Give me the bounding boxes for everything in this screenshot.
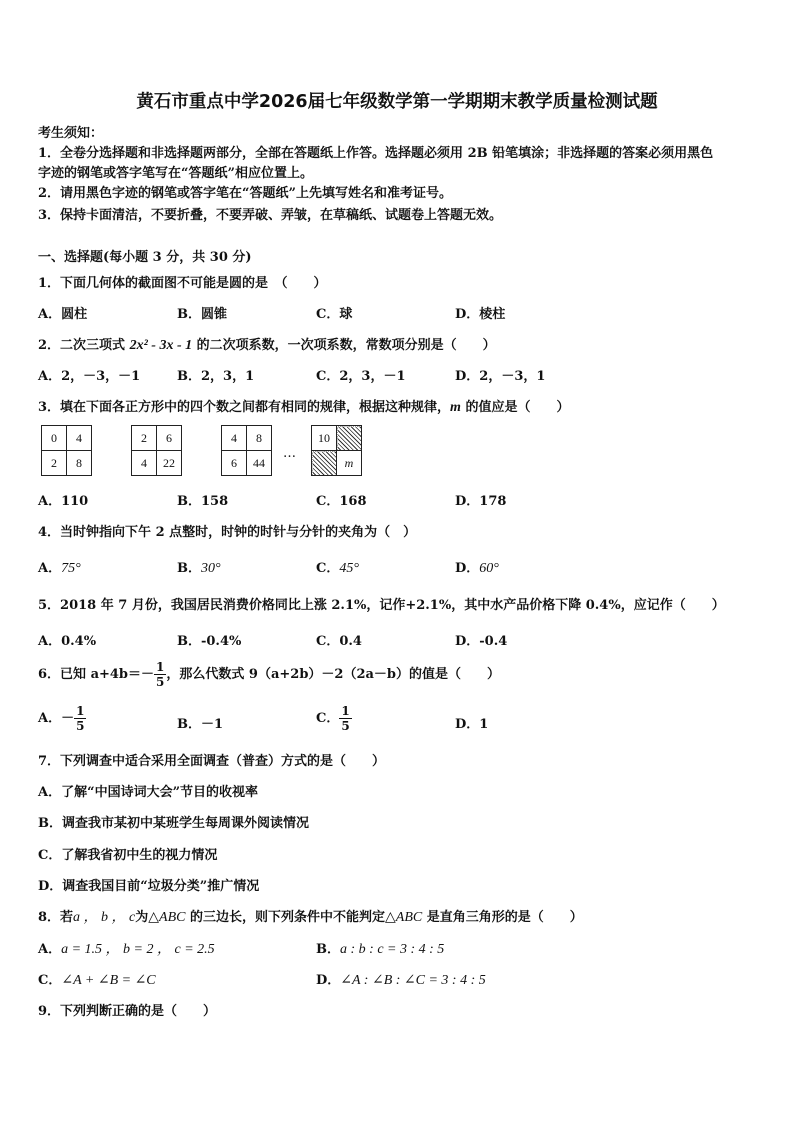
grid-cell: 4 [222,426,247,451]
q3-option-c: C．168 [316,494,367,509]
q2-option-d: D．2，－3，1 [455,369,546,384]
q8-option-a: A．a = 1.5 ， b = 2 ， c = 2.5 [38,942,215,957]
grid-cell: 2 [42,451,67,476]
q3-grid-4 [311,425,362,476]
q4-option-c: C．45° [316,561,359,576]
q5-option-c: C．0.4 [316,634,362,649]
q2-expression: 2x² - 3x - 1 [129,338,193,353]
q3-option-a: A．110 [38,494,89,509]
q3-grid-1 [41,425,92,476]
q7-option-b: B．调查我市某初中某班学生每周课外阅读情况 [38,816,309,831]
grid-cell-hatched [337,426,362,451]
grid-cell: 8 [247,426,272,451]
grid-cell: 10 [312,426,337,451]
q6-fraction: $\frac{1}{5}$ [156,660,165,689]
grid-cell: 8 [67,451,92,476]
q2-option-a: A．2，－3，－1 [38,369,141,384]
notice-item-1-cont: 字迹的钢笔或答字笔写在“答题纸”相应位置上。 [38,166,313,181]
grid-cell: 22 [157,451,182,476]
page-title: 黄石市重点中学2026届七年级数学第一学期期末教学质量检测试题 [136,92,658,112]
q1-stem: 1．下面几何体的截面图不可能是圆的是 （ ） [38,276,327,291]
grid-cell: 44 [247,451,272,476]
q6-option-d: D．1 [455,717,489,732]
q3-stem: 3．填在下面各正方形中的四个数之间都有相同的规律，根据这种规律，m 的值应是（ ） [38,400,570,415]
q8-option-b: B．a : b : c = 3 : 4 : 5 [316,942,445,957]
q7-option-d: D．调查我国目前“垃圾分类”推广情况 [38,879,260,894]
q4-option-a: A．75° [38,561,81,576]
grid-cell: 4 [67,426,92,451]
q1-option-d: D．棱柱 [455,307,506,322]
q5-option-a: A．0.4% [38,634,97,649]
notice-heading: 考生须知： [38,126,104,141]
grid-cell-m: m [337,451,362,476]
q7-option-a: A．了解“中国诗词大会”节目的收视率 [38,785,259,800]
q7-stem: 7．下列调查中适合采用全面调查（普查）方式的是（ ） [38,754,386,769]
grid-cell: 0 [42,426,67,451]
q6-stem: 6．已知 a+4b＝－ $\frac{1}{5}$ ，那么代数式 9（a+2b）－2（2a－b）的值是（ ） [38,660,501,689]
q5-stem: 5．2018 年 7 月份，我国居民消费价格同比上涨 2.1%，记作+2.1%，其中水产品价格下降 0.4%，应记作（ ） [38,598,725,613]
section-heading: 一、选择题(每小题 3 分，共 30 分) [38,250,252,265]
grid-cell-hatched [312,451,337,476]
q3-grid-2 [131,425,182,476]
q4-option-b: B．30° [177,561,221,576]
q4-option-d: D．60° [455,561,499,576]
q2-option-c: C．2，3，－1 [316,369,406,384]
notice-item-2: 2．请用黑色字迹的钢笔或答字笔在“答题纸”上先填写姓名和准考证号。 [38,186,453,201]
q8-stem: 8．若a ， b ， c为△ABC 的三边长，则下列条件中不能判定△ABC 是直角三角形的是（ ） [38,910,583,925]
q8-option-c: C．∠A + ∠B = ∠C [38,973,156,988]
q1-option-b: B．圆锥 [177,307,227,322]
grid-cell: 2 [132,426,157,451]
notice-item-3: 3．保持卡面清洁，不要折叠，不要弄破、弄皱，在草稿纸、试题卷上答题无效。 [38,208,503,223]
q3-variable: m [450,400,461,415]
q1-option-a: A．圆柱 [38,307,88,322]
grid-cell: 4 [132,451,157,476]
q8-option-d: D．∠A : ∠B : ∠C = 3 : 4 : 5 [316,973,486,988]
q2-stem: 2．二次三项式 2x² - 3x - 1 的二次项系数，一次项系数，常数项分别是（ ） [38,338,496,353]
q3-option-d: D．178 [455,494,507,509]
q3-grid-3 [221,425,272,476]
grid-cell: 6 [222,451,247,476]
q6-option-b: B．－1 [177,717,224,732]
q4-stem: 4．当时钟指向下午 2 点整时，时钟的时针与分针的夹角为（ ） [38,525,417,540]
q9-stem: 9．下列判断正确的是（ ） [38,1004,217,1019]
q6-option-c: C． $\frac{1}{5}$ [316,704,350,733]
q7-option-c: C．了解我省初中生的视力情况 [38,848,218,863]
q3-option-b: B．158 [177,494,229,509]
q1-option-c: C．球 [316,307,353,322]
q5-option-d: D．-0.4 [455,634,508,649]
notice-item-1: 1．全卷分选择题和非选择题两部分，全部在答题纸上作答。选择题必须用 2B 铅笔填涂；非选择题的答案必须用黑色 [38,146,714,161]
q2-option-b: B．2，3，1 [177,369,255,384]
q3-ellipsis: … [283,446,296,461]
grid-cell: 6 [157,426,182,451]
q5-option-b: B．-0.4% [177,634,242,649]
q6-option-a: A．－ $\frac{1}{5}$ [38,704,85,733]
